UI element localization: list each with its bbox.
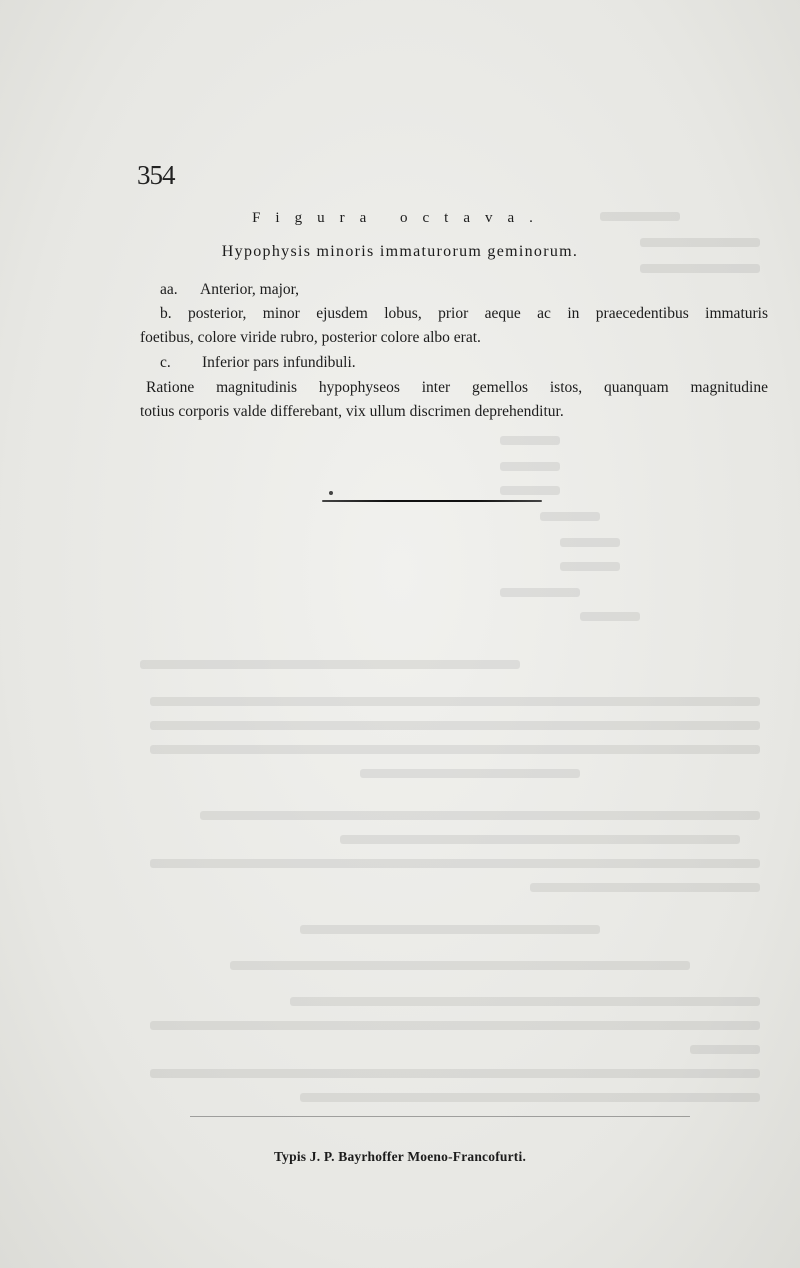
- ornament-dot: [329, 491, 333, 495]
- section-rule: [322, 500, 542, 502]
- imprint: Typis J. P. Bayrhoffer Moeno-Francofurti.: [273, 1149, 527, 1164]
- page-number: 354: [137, 160, 175, 190]
- item-b: [140, 302, 768, 350]
- bleed-through-rule: [190, 1116, 690, 1117]
- item-aa: [140, 278, 768, 302]
- figure-subtitle: Hypophysis minoris immaturorum geminorum.: [221, 243, 579, 260]
- item-b-line1: b. posterior, minor ejusdem lobus, prior aeque ac in praecedentibus immaturis: [160, 305, 768, 322]
- paragraph: [140, 376, 768, 424]
- item-aa-label: aa.: [160, 281, 178, 298]
- figure-title: Figura octava.: [252, 210, 548, 226]
- item-c-label: c.: [160, 354, 171, 371]
- item-b-line2: foetibus, colore viride rubro, posterior colore albo erat.: [140, 329, 481, 346]
- item-c-text: Inferior pars infundibuli.: [202, 354, 356, 371]
- paragraph-line2: totius corporis valde differebant, vix ullum discrimen deprehenditur.: [140, 403, 564, 420]
- paragraph-line1: Ratione magnitudinis hypophyseos inter gemellos istos, quanquam magnitudine: [146, 379, 768, 396]
- item-c: [140, 351, 768, 375]
- item-aa-text: Anterior, major,: [200, 281, 300, 298]
